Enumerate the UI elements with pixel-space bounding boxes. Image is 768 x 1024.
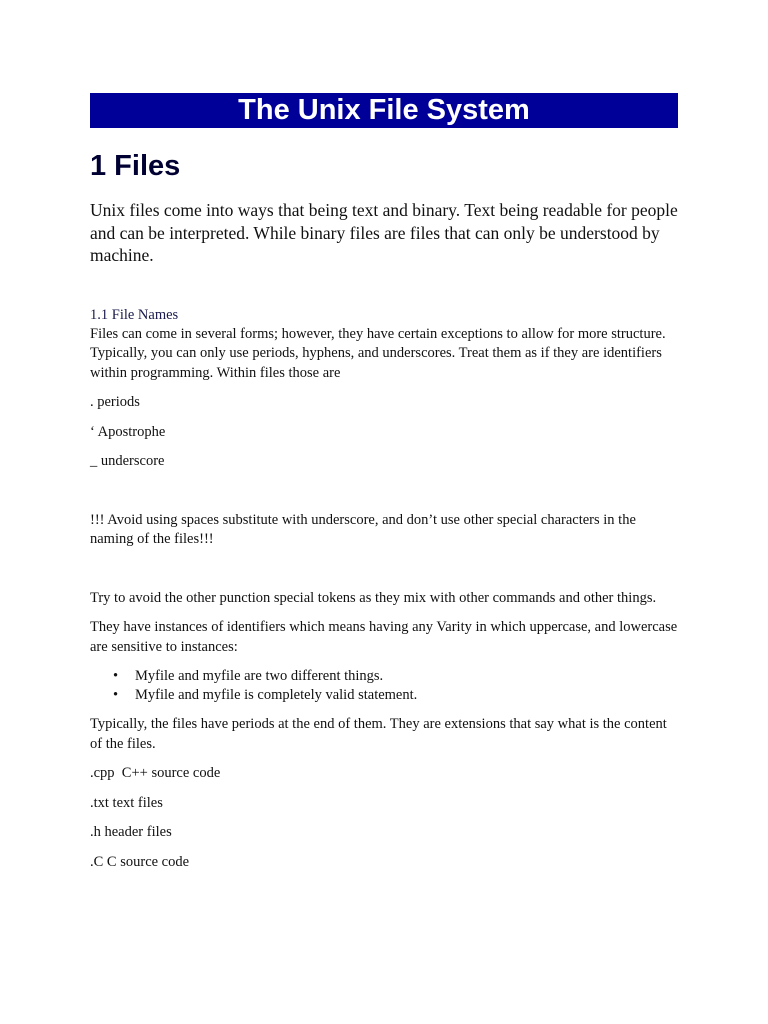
list-item-text: Myfile and myfile are two different things. [135, 668, 384, 684]
bullet-icon: • [113, 687, 119, 703]
document-body [90, 93, 678, 872]
list-item-text: Myfile and myfile is completely valid statement. [135, 687, 418, 703]
avoid-tokens-paragraph: Try to avoid the other punction special tokens as they mix with other commands and other things. [90, 589, 657, 606]
allowed-char-apostrophe: ‘ Apostrophe [90, 423, 166, 440]
extension-cpp: .cpp C++ source code [90, 765, 221, 781]
document-title: The Unix File System [90, 93, 678, 128]
list-item [113, 667, 678, 686]
allowed-char-periods: . periods [90, 394, 140, 410]
extension-c: .C C source code [90, 853, 190, 870]
extension-h: .h header files [90, 824, 172, 840]
bullet-icon: • [113, 668, 119, 684]
case-bullet-list [90, 667, 678, 705]
extension-txt: .txt text files [90, 794, 163, 811]
allowed-char-underscore: _ underscore [90, 453, 165, 469]
subsection-heading: 1.1 File Names [90, 306, 179, 323]
warning-paragraph: !!! Avoid using spaces substitute with underscore, and don’t use other special characters in the naming of the files!!! [90, 511, 636, 547]
intro-paragraph: Unix files come into ways that being text and binary. Text being readable for people and can be interpreted. While binary files are files that can only be understood by machine. [90, 200, 678, 265]
list-item [113, 686, 678, 705]
extensions-paragraph: Typically, the files have periods at the end of them. They are extensions that say what is the content of the files. [90, 716, 667, 752]
file-names-paragraph: Files can come in several forms; however, they have certain exceptions to allow for more structure. Typically, you can only use periods, hyphens, and underscores. Treat them as if they are identifiers within programming. Within files those are [90, 325, 666, 381]
section-heading: 1 Files [90, 150, 181, 182]
case-sensitivity-paragraph: They have instances of identifiers which means having any Varity in which uppercase, and lowercase are sensitive to instances: [90, 619, 678, 655]
